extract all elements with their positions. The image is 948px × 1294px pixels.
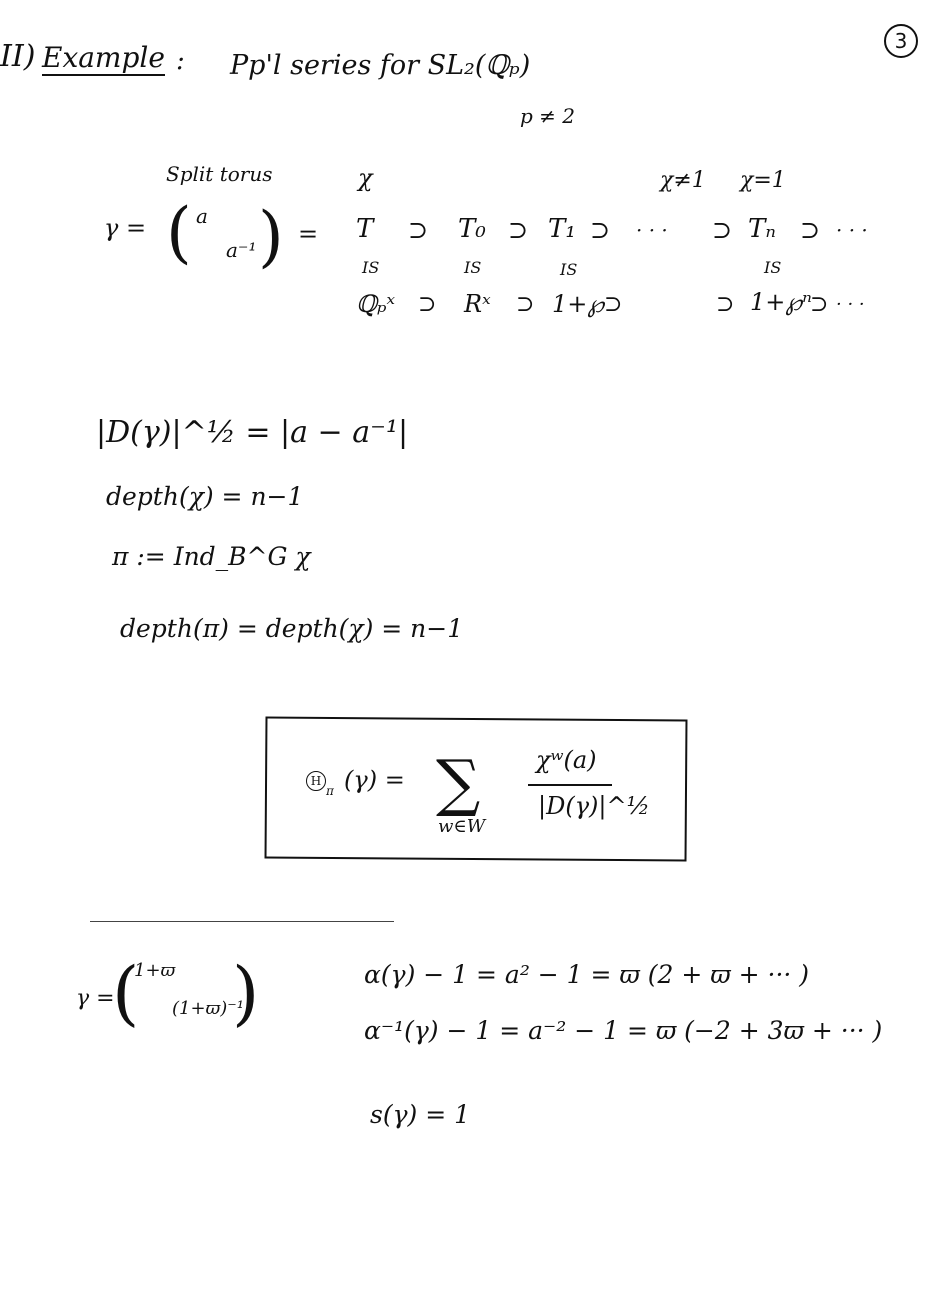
example-gamma-lhs: γ = xyxy=(76,986,115,1011)
theta-pi xyxy=(306,768,334,797)
chain-R-units: Rˣ xyxy=(464,290,491,318)
alpha-line: α(γ) − 1 = a² − 1 = ϖ (2 + ϖ + ··· ) xyxy=(364,960,810,989)
theta-circle-icon: H xyxy=(306,771,326,791)
split-torus-label: Split torus xyxy=(166,162,273,186)
chain-T0: T₀ xyxy=(458,214,486,244)
chain-ellipsis-2: · · · xyxy=(836,218,868,242)
chain-b-supset-5: ⊃ xyxy=(810,292,829,317)
chain-1-plus-pn: 1+℘ⁿ xyxy=(750,288,812,316)
left-paren: ( xyxy=(166,194,192,271)
example-left-paren: ( xyxy=(112,952,140,1034)
chain-Tn: Tₙ xyxy=(748,214,776,244)
example-matrix-bottom: (1+ϖ)⁻¹ xyxy=(172,998,244,1019)
discriminant-formula: |D(γ)|^½ = |a − a⁻¹| xyxy=(96,415,409,450)
iso-1: IS xyxy=(362,258,380,277)
chain-supset-3: ⊃ xyxy=(590,216,611,244)
chain-T: T xyxy=(356,214,374,244)
chain-supset-2: ⊃ xyxy=(508,216,529,244)
iso-2: IS xyxy=(464,258,482,277)
chain-ellipsis-1: · · · xyxy=(636,218,668,242)
chain-b-supset-1: ⊃ xyxy=(418,292,437,317)
page-title: Pp'l series for SL₂(ℚₚ) xyxy=(230,50,531,81)
p-condition: p ≠ 2 xyxy=(520,104,575,128)
chain-b-supset-3: ⊃ xyxy=(604,292,623,317)
depth-pi-formula: depth(π) = depth(χ) = n−1 xyxy=(120,614,464,643)
boxed-lhs: (γ) = xyxy=(344,766,405,794)
chain-b-supset-2: ⊃ xyxy=(516,292,535,317)
fraction-denominator: |D(γ)|^½ xyxy=(538,792,650,820)
s-gamma-line: s(γ) = 1 xyxy=(370,1100,471,1129)
sum-index: w∈W xyxy=(438,816,486,837)
chi-neq-label: χ≠1 xyxy=(660,168,706,193)
chi-label: χ xyxy=(358,164,373,192)
chain-supset-1: ⊃ xyxy=(408,216,429,244)
matrix-a-inverse: a⁻¹ xyxy=(226,238,257,262)
pi-definition: π := Ind_B^G χ xyxy=(112,542,311,571)
example-right-paren: ) xyxy=(232,952,260,1034)
section-number: II) xyxy=(0,39,36,74)
chain-b-supset-4: ⊃ xyxy=(716,292,735,317)
depth-chi-formula: depth(χ) = n−1 xyxy=(106,482,304,511)
right-paren: ) xyxy=(258,198,284,275)
chain-b-ellipsis: · · · xyxy=(836,294,865,315)
alpha-inverse-line: α⁻¹(γ) − 1 = a⁻² − 1 = ϖ (−2 + 3ϖ + ··· ) xyxy=(364,1016,883,1045)
chain-supset-5: ⊃ xyxy=(800,216,821,244)
chain-1-plus-p: 1+℘ xyxy=(552,290,605,318)
gamma-lhs: γ = xyxy=(104,214,147,242)
example-colon: : xyxy=(176,46,185,76)
iso-3: IS xyxy=(560,260,578,279)
section-divider xyxy=(90,921,394,922)
fraction-numerator: χʷ(a) xyxy=(536,746,597,774)
iso-4: IS xyxy=(764,258,782,277)
chi-eq-label: χ=1 xyxy=(740,168,786,193)
page-number: 3 xyxy=(884,24,918,58)
example-matrix-top: 1+ϖ xyxy=(134,960,176,981)
sum-symbol: ∑ xyxy=(436,746,481,819)
chain-T1: T₁ xyxy=(548,214,576,244)
fraction-bar xyxy=(528,784,612,786)
matrix-equals: = xyxy=(298,220,319,248)
matrix-a: a xyxy=(196,204,208,228)
chain-Qp-units: ℚₚˣ xyxy=(356,290,396,318)
example-label: Example xyxy=(42,41,165,74)
theta-subscript: π xyxy=(326,784,334,798)
chain-supset-4: ⊃ xyxy=(712,216,733,244)
